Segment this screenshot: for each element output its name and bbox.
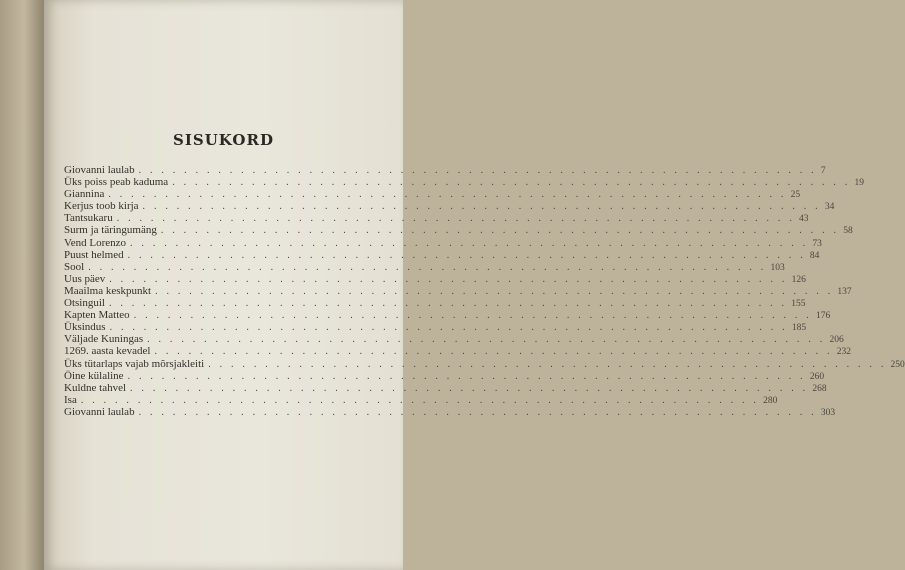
toc-entry-page: 84 (809, 250, 820, 261)
table-of-contents (64, 164, 905, 418)
toc-entry (64, 272, 806, 285)
dot-leader: . . . . . . . . . . . . . . . . . . . . . . . . . . . . . . . . . . . . . . . . . . . . . . . . . . . . . . . . . . . . (127, 249, 806, 261)
toc-entry (64, 357, 905, 370)
toc-entry (64, 200, 835, 213)
toc-entry-title: Kuldne tahvel (64, 381, 127, 394)
toc-entry-title: Puust helmed (64, 248, 124, 261)
toc-entry-title: Otsinguil (64, 297, 105, 310)
dot-leader: . . . . . . . . . . . . . . . . . . . . . . . . . . . . . . . . . . . . . . . . . . . . . . . . . . . . . . . . . . . . (116, 213, 796, 225)
dot-leader: . . . . . . . . . . . . . . . . . . . . . . . . . . . . . . . . . . . . . . . . . . . . . . . . . . . . . . . . . . . . (208, 358, 887, 370)
toc-entry-page: 250 (890, 359, 905, 370)
toc-entry-title: Üks poiss peab kaduma (64, 176, 169, 189)
toc-entry-title: Väljade Kuningas (64, 333, 144, 346)
toc-entry-title: Maailma keskpunkt (64, 284, 152, 297)
toc-entry (64, 284, 852, 297)
toc-entry-title: Giovanni laulab (64, 164, 135, 176)
toc-entry-page: 73 (812, 238, 822, 249)
toc-entry-page: 137 (837, 286, 852, 297)
toc-entry (64, 405, 836, 418)
toc-entry-title: Isa (64, 393, 77, 406)
toc-entry-page: 206 (829, 335, 844, 346)
toc-entry-title: Giovanni laulab (64, 405, 135, 418)
dot-leader: . . . . . . . . . . . . . . . . . . . . . . . . . . . . . . . . . . . . . . . . . . . . . . . . . . . . . . . . . . . . (108, 298, 788, 310)
toc-entry (64, 260, 785, 273)
page-title: SISUKORD (173, 131, 274, 149)
toc-entry (64, 236, 822, 249)
toc-entry (64, 321, 807, 334)
toc-entry-page: 126 (791, 274, 806, 285)
toc-entry-page: 260 (809, 371, 825, 382)
toc-entry (64, 224, 853, 237)
toc-entry (64, 212, 809, 225)
dot-leader: . . . . . . . . . . . . . . . . . . . . . . . . . . . . . . . . . . . . . . . . . . . . . . . . . . . . . . . . . . . . (133, 310, 812, 322)
dot-leader: . . . . . . . . . . . . . . . . . . . . . . . . . . . . . . . . . . . . . . . . . . . . . . . . . . . . . . . . . . . . (147, 334, 826, 346)
dot-leader: . . . . . . . . . . . . . . . . . . . . . . . . . . . . . . . . . . . . . . . . . . . . . . . . . . . . . . . . . . . . (172, 177, 851, 189)
dot-leader: . . . . . . . . . . . . . . . . . . . . . . . . . . . . . . . . . . . . . . . . . . . . . . . . . . . . . . . . . . . . (108, 189, 787, 201)
toc-entry-page: 268 (812, 383, 827, 394)
toc-entry-page: 58 (843, 226, 853, 237)
dot-leader: . . . . . . . . . . . . . . . . . . . . . . . . . . . . . . . . . . . . . . . . . . . . . . . . . . . . . . . . . . . . (154, 346, 833, 358)
dot-leader: . . . . . . . . . . . . . . . . . . . . . . . . . . . . . . . . . . . . . . . . . . . . . . . . . . . . . . . . . . . . (109, 273, 788, 285)
dot-leader: . . . . . . . . . . . . . . . . . . . . . . . . . . . . . . . . . . . . . . . . . . . . . . . . . . . . . . . . . . . . (155, 285, 834, 297)
toc-entry (64, 345, 851, 358)
dot-leader: . . . . . . . . . . . . . . . . . . . . . . . . . . . . . . . . . . . . . . . . . . . . . . . . . . . . . . . . . . . . (127, 370, 806, 382)
dot-leader: . . . . . . . . . . . . . . . . . . . . . . . . . . . . . . . . . . . . . . . . . . . . . . . . . . . . . . . . . . . . (88, 261, 767, 273)
toc-entry-page: 25 (790, 190, 801, 201)
toc-entry-title: Kapten Matteo (64, 309, 130, 322)
toc-entry-page: 176 (816, 311, 831, 322)
toc-entry-page: 19 (854, 178, 864, 189)
dot-leader: . . . . . . . . . . . . . . . . . . . . . . . . . . . . . . . . . . . . . . . . . . . . . . . . . . . . . . . . . . . . (142, 201, 821, 213)
dot-leader: . . . . . . . . . . . . . . . . . . . . . . . . . . . . . . . . . . . . . . . . . . . . . . . . . . . . . . . . . . . . (109, 322, 788, 334)
toc-entry (64, 164, 826, 176)
dot-leader: . . . . . . . . . . . . . . . . . . . . . . . . . . . . . . . . . . . . . . . . . . . . . . . . . . . . . . . . . . . . (138, 406, 817, 418)
toc-entry-page: 303 (820, 407, 836, 418)
toc-entry-page: 34 (824, 202, 835, 213)
toc-entry-title: Üksindus (64, 321, 106, 334)
toc-entry-page: 232 (836, 347, 851, 358)
toc-entry-title: Uus päev (64, 272, 106, 285)
toc-entry-title: Öine külaline (64, 369, 124, 382)
toc-entry-page: 103 (770, 262, 785, 273)
toc-entry-title: Kerjus toob kirja (64, 200, 139, 213)
toc-entry-page: 185 (791, 323, 807, 334)
toc-entry-title: 1269. aasta kevadel (64, 345, 151, 358)
dot-leader: . . . . . . . . . . . . . . . . . . . . . . . . . . . . . . . . . . . . . . . . . . . . . . . . . . . . . . . . . . . . (160, 225, 840, 237)
toc-entry (64, 297, 806, 310)
toc-entry-page: 7 (820, 166, 826, 176)
book-page (44, 0, 905, 570)
dot-leader: . . . . . . . . . . . . . . . . . . . . . . . . . . . . . . . . . . . . . . . . . . . . . . . . . . . . . . . . . . . . (130, 237, 809, 249)
toc-entry (64, 188, 801, 201)
dot-leader: . . . . . . . . . . . . . . . . . . . . . . . . . . . . . . . . . . . . . . . . . . . . . . . . . . . . . . . . . . . . (130, 382, 809, 394)
toc-entry-title: Surm ja täringumäng (64, 224, 157, 237)
toc-entry (64, 381, 827, 394)
toc-entry-page: 155 (791, 299, 806, 310)
toc-entry-title: Giannina (64, 188, 105, 201)
toc-entry (64, 369, 825, 382)
toc-entry (64, 393, 778, 406)
book-spine (0, 0, 44, 570)
dot-leader: . . . . . . . . . . . . . . . . . . . . . . . . . . . . . . . . . . . . . . . . . . . . . . . . . . . . . . . . . . . . (138, 165, 817, 176)
toc-entry-title: Sool (64, 260, 85, 273)
toc-entry-page: 43 (799, 214, 809, 225)
toc-entry-title: Vend Lorenzo (64, 236, 127, 249)
toc-entry (64, 333, 844, 346)
toc-entry-title: Üks tütarlaps vajab mõrsjakleiti (64, 357, 205, 370)
toc-entry (64, 176, 864, 189)
toc-entry-title: Tantsukaru (64, 212, 113, 225)
dot-leader: . . . . . . . . . . . . . . . . . . . . . . . . . . . . . . . . . . . . . . . . . . . . . . . . . . . . . . . . . . . . (80, 394, 760, 406)
toc-entry-page: 280 (763, 395, 778, 406)
toc-entry (64, 248, 820, 261)
toc-entry (64, 309, 831, 322)
